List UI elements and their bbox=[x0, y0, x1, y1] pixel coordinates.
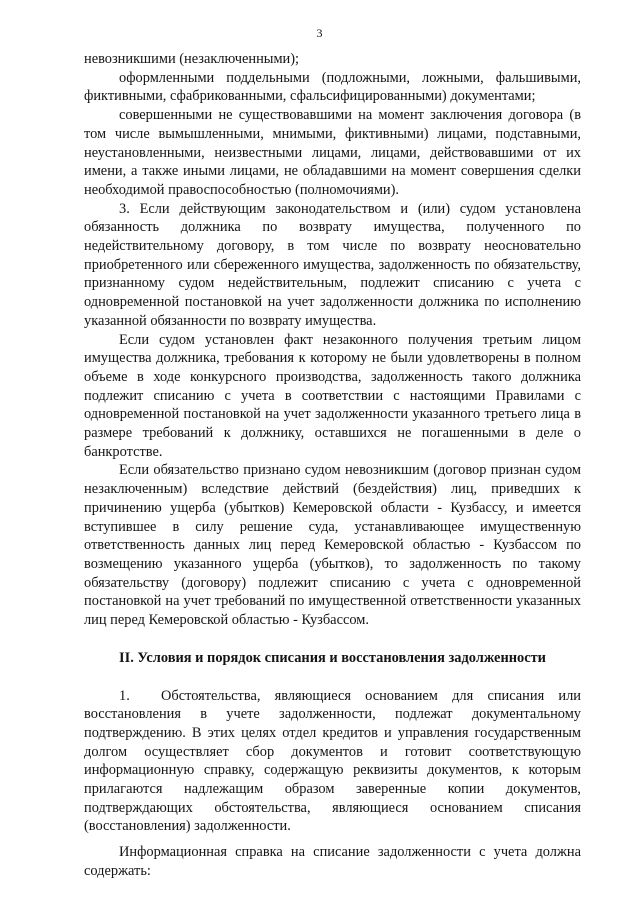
section-item-1-number: 1. bbox=[119, 687, 130, 704]
paragraph-item-3: 3. Если действующим законодательством и (или) судом установлена обязанность должника по возврату имущества, полученного по недействительному договору, в том числе по возврату неосновательно приобретенного или сбереженного имущества, задолженность по обязательству, признанному судом недействительным, подлежит списанию с учета с одновременной постановкой на учет задолженности должника по исполнению указанной обязанности по возврату имущества. bbox=[84, 200, 581, 329]
paragraph-forged-documents: оформленными поддельными (подложными, ложными, фальшивыми, фиктивными, сфабрикованными, сфальсифицированными) документами; bbox=[84, 69, 581, 105]
paragraph-third-party: Если судом установлен факт незаконного получения третьим лицом имущества должника, требования к которому не были удовлетворены в полном объеме в ходе конкурсного производства, задолженность такого должника подлежит списанию с учета в соответствии с настоящими Правилами с одновременной постановкой на учет задолженности указанного третьего лица в размере требований к должнику, оставшихся не погашенными в деле о банкротстве. bbox=[84, 331, 581, 460]
section-item-1 bbox=[84, 687, 581, 837]
paragraph-obligation-unconcluded: Если обязательство признано судом невозникшим (договор признан судом незаключенным) вследствие действий (бездействия) лиц, приведших к причинению ущерба (убытков) Кемеровской области - Кузбассу, и имеется вступившее в силу решение суда, устанавливающее имущественную ответственность данных лиц перед Кемеровской областью - Кузбассом по возмещению указанного ущерба (убытков), то задолженность по такому обязательству (договору) подлежит списанию с учета с одновременной постановкой на учет требований по имущественной ответственности указанных лиц перед Кемеровской областью - Кузбассом. bbox=[84, 462, 581, 629]
document-body bbox=[84, 50, 581, 881]
paragraph-nonexistent-persons: совершенными не существовавшими на момент заключения договора (в том числе вымышленными, мнимыми, фиктивными) лицами, подставными, неустановленными, неизвестными лицами, лицами, действовавшими от их имени, а также иными лицами, не обладавшими на момент совершения сделки необходимой правоспособностью (полномочиями). bbox=[84, 107, 581, 198]
paragraph-unconcluded: невозникшими (незаключенными); bbox=[84, 51, 300, 67]
section-heading: II. Условия и порядок списания и восстановления задолженности bbox=[119, 649, 546, 666]
section-item-1-text: Обстоятельства, являющиеся основанием для списания или восстановления в учете задолженности, подлежат документальному подтверждению. В этих целях отдел кредитов и управления государственным долгом осуществляет сбор документов и готовит соответствующую информационную справку, содержащую реквизиты документов, к которым прилагаются надлежащим образом заверенные копии документов, подтверждающих обстоятельства, являющиеся основанием списания (восстановления) задолженности. bbox=[84, 687, 581, 835]
section-item-2: Информационная справка на списание задолженности с учета должна содержать: bbox=[84, 844, 581, 879]
page-number: 3 bbox=[316, 26, 323, 40]
